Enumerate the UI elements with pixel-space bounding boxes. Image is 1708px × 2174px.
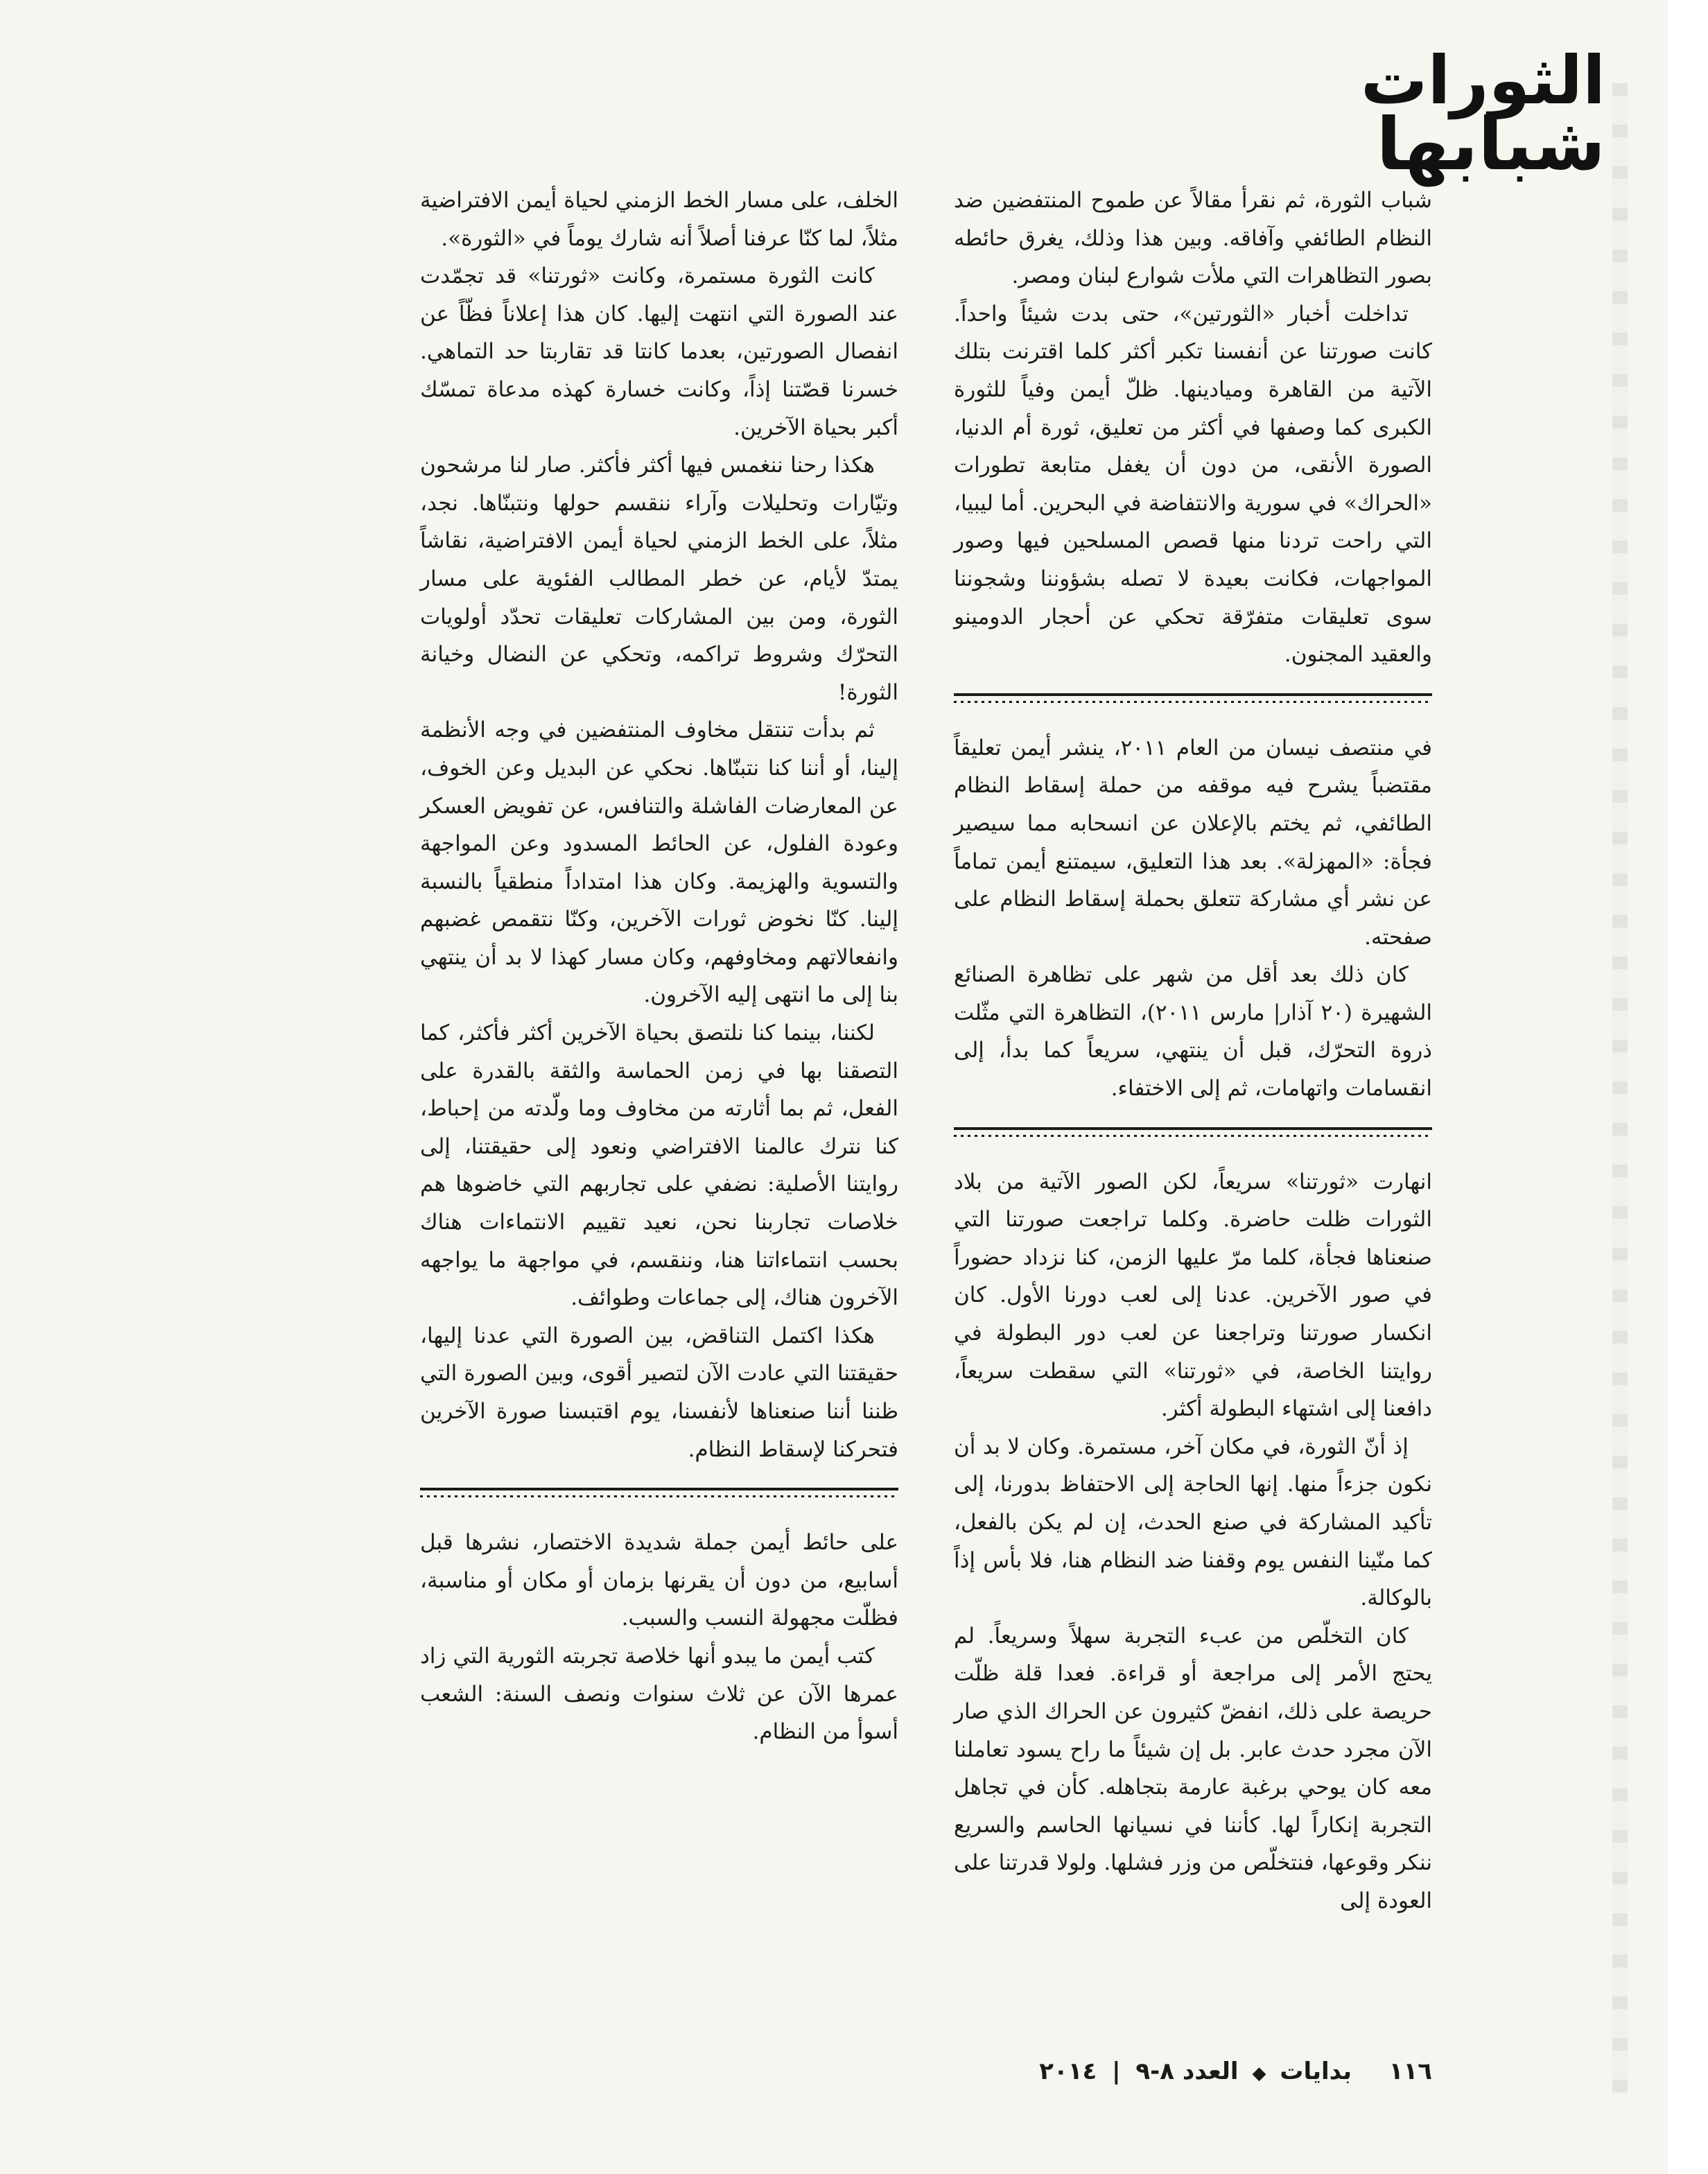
scan-margin: [1668, 0, 1708, 2174]
paragraph: كتب أيمن ما يبدو أنها خلاصة تجربته الثورية التي زاد عمرها الآن عن ثلاث سنوات ونصف السنة: الشعب أسوأ من النظام.: [420, 1643, 898, 1745]
section-divider: [420, 1488, 898, 1502]
diamond-icon: ◆: [1252, 2063, 1266, 2084]
section-divider: [954, 1127, 1432, 1141]
section-divider: [954, 693, 1432, 707]
paragraph: الخلف، على مسار الخط الزمني لحياة أيمن الافتراضية مثلاً، لما كنّا عرفنا أصلاً أنه شارك يوماً في «الثورة».: [420, 188, 898, 251]
paragraph: لكننا، بينما كنا نلتصق بحياة الآخرين أكثر فأكثر، كما التصقنا بها في زمن الحماسة والثقة بالقدرة على الفعل، ثم بما أثارته من مخاوف وما ولّدته من إحباط، كنا نترك عالمنا الافتراضي ونعود إلى حقيقتنا، إلى روايتنا الأصلية: نضفي على تجاربهم التي خاضوها هم خلاصات تجاربنا نحن، نعيد تقييم الانتماءات هناك بحسب انتماءاتنا هنا، وننقسم، في مواجهة ما يواجهه الآخرون هناك، إلى جماعات وطوائف.: [420, 1020, 898, 1311]
paragraph: هكذا رحنا ننغمس فيها أكثر فأكثر. صار لنا مرشحون وتيّارات وتحليلات وآراء ننقسم حولها ونتبنّاها. نجد، مثلاً، على الخط الزمني لحياة أيمن الافتراضية، نقاشاً يمتدّ لأيام، عن خطر المطالب الفئوية على مسار الثورة، ومن بين المشاركات تعليقات تحدّد أولويات التحرّك وشروط تراكمه، وتحكي عن النضال وخيانة الثورة!: [420, 453, 898, 705]
paragraph: ثم بدأت تنتقل مخاوف المنتفضين في وجه الأنظمة إلينا، أو أننا كنا نتبنّاها. نحكي عن البديل وعن الخوف، عن المعارضات الفاشلة والتنافس، عن تفويض العسكر وعودة الفلول، عن الحائط المسدود وعن المواجهة والتسوية والهزيمة. وكان هذا امتداداً منطقياً بالنسبة إلينا. كنّا نخوض ثورات الآخرين، وكنّا نتقمص غضبهم وانفعالاتهم ومخاوفهم، وكان مسار كهذا لا بد أن ينتهي بنا إلى ما انتهى إليه الآخرون.: [420, 718, 898, 1008]
paragraph: كان التخلّص من عبء التجربة سهلاً وسريعاً. لم يحتج الأمر إلى مراجعة أو قراءة. فعدا قلة ظلّت حريصة على ذلك، انفضّ كثيرون عن الحراك الذي صار الآن مجرد حدث عابر. بل إن شيئاً ما راح يسود تعاملنا معه كان يوحي برغبة عارمة بتجاهله. كأن في تجاهل التجربة إنكاراً لها. كأننا في نسيانها الحاسم والسريع ننكر وقوعها، فنتخلّص من وزر فشلها. ولولا قدرتنا على العودة إلى: [954, 1623, 1432, 1913]
page-number: ١١٦: [1388, 2058, 1432, 2085]
paragraph: انهارت «ثورتنا» سريعاً، لكن الصور الآتية من بلاد الثورات ظلت حاضرة. وكلما تراجعت صورتنا التي صنعناها فجأة، كلما مرّ عليها الزمن، كنا نزداد حضوراً في صور الآخرين. عدنا إلى لعب دورنا الأول. كان انكسار صورتنا وتراجعنا عن لعب دور البطولة في روايتنا الخاصة، في «ثورتنا» التي سقطت سريعاً، دافعنا إلى اشتهاء البطولة أكثر.: [954, 1169, 1432, 1422]
text-column-right: [954, 182, 1432, 1920]
paragraph: على حائط أيمن جملة شديدة الاختصار، نشرها قبل أسابيع، من دون أن يقرنها بزمان أو مكان أو مناسبة، فظلّت مجهولة النسب والسبب.: [420, 1530, 898, 1631]
paragraph: شباب الثورة، ثم نقرأ مقالاً عن طموح المنتفضين ضد النظام الطائفي وآفاقه. وبين هذا وذلك، يغرق حائطه بصور التظاهرات التي ملأت شوارع لبنان ومصر.: [954, 188, 1432, 289]
logo-line-1: الثورات: [1361, 42, 1605, 119]
paragraph: كان ذلك بعد أقل من شهر على تظاهرة الصنائع الشهيرة (٢٠ آذار| مارس ٢٠١١)، التظاهرة التي مثّلت ذروة التحرّك، قبل أن ينتهي، سريعاً كما بدأ، إلى انقسامات واتهامات، ثم إلى الاختفاء.: [954, 962, 1432, 1102]
issue-label: العدد ٨-٩: [1135, 2058, 1239, 2085]
text-column-left: [420, 182, 898, 1751]
paragraph: كانت الثورة مستمرة، وكانت «ثورتنا» قد تجمّدت عند الصورة التي انتهت إليها. كان هذا إعلاناً فظّاً عن انفصال الصورتين، بعدما كانتا قد تقاربتا حد التماهي. خسرنا قصّتنا إذاً، وكانت خسارة كهذه مدعاة تمسّك أكبر بحياة الآخرين.: [420, 263, 898, 440]
publication-name: بدايات: [1280, 2058, 1352, 2085]
footer-bar: |: [1112, 2058, 1121, 2085]
bleed-through-strip: [1612, 83, 1628, 2094]
issue-year: ٢٠١٤: [1039, 2058, 1097, 2085]
paragraph: تداخلت أخبار «الثورتين»، حتى بدت شيئاً واحداً. كانت صورتنا عن أنفسنا تكبر أكثر كلما اقترنت بتلك الآتية من القاهرة وميادينها. ظلّ أيمن وفياً للثورة الكبرى كما وصفها في أكثر من تعليق، ثورة أم الدنيا، الصورة الأنقى، من دون أن يغفل متابعة تطورات «الحراك» في سورية والانتفاضة في البحرين. أما ليبيا، التي راحت تردنا منها قصص المسلحين فيها وصور المواجهات، فكانت بعيدة لا تصله بشؤوننا وشجوننا سوى تعليقات متفرّقة تحكي عن أحجار الدومينو والعقيد المجنون.: [954, 301, 1432, 668]
logo-line-2: شبابها: [1376, 102, 1605, 186]
page-footer: [420, 2058, 1432, 2085]
paragraph: في منتصف نيسان من العام ٢٠١١، ينشر أيمن تعليقاً مقتضباً يشرح فيه موقفه من حملة إسقاط النظام الطائفي، ثم يختم بالإعلان عن انسحابه مما سيصير فجأة: «المهزلة». بعد هذا التعليق، سيمتنع أيمن تماماً عن نشر أي مشاركة تتعلق بحملة إسقاط النظام على صفحته.: [954, 735, 1432, 950]
section-logo: [1361, 42, 1605, 187]
paragraph: إذ أنّ الثورة، في مكان آخر، مستمرة. وكان لا بد أن نكون جزءاً منها. إنها الحاجة إلى الاحتفاظ بدورنا، إلى تأكيد المشاركة في صنع الحدث، إن لم يكن بالفعل، كما منّينا النفس يوم وقفنا ضد النظام هنا، فلا بأس إذاً بالوكالة.: [954, 1434, 1432, 1611]
paragraph: هكذا اكتمل التناقض، بين الصورة التي عدنا إليها، حقيقتنا التي عادت الآن لتصير أقوى، وبين الصورة التي ظننا أننا صنعناها لأنفسنا، يوم اقتبسنا صورة الآخرين فتحركنا لإسقاط النظام.: [420, 1323, 898, 1462]
